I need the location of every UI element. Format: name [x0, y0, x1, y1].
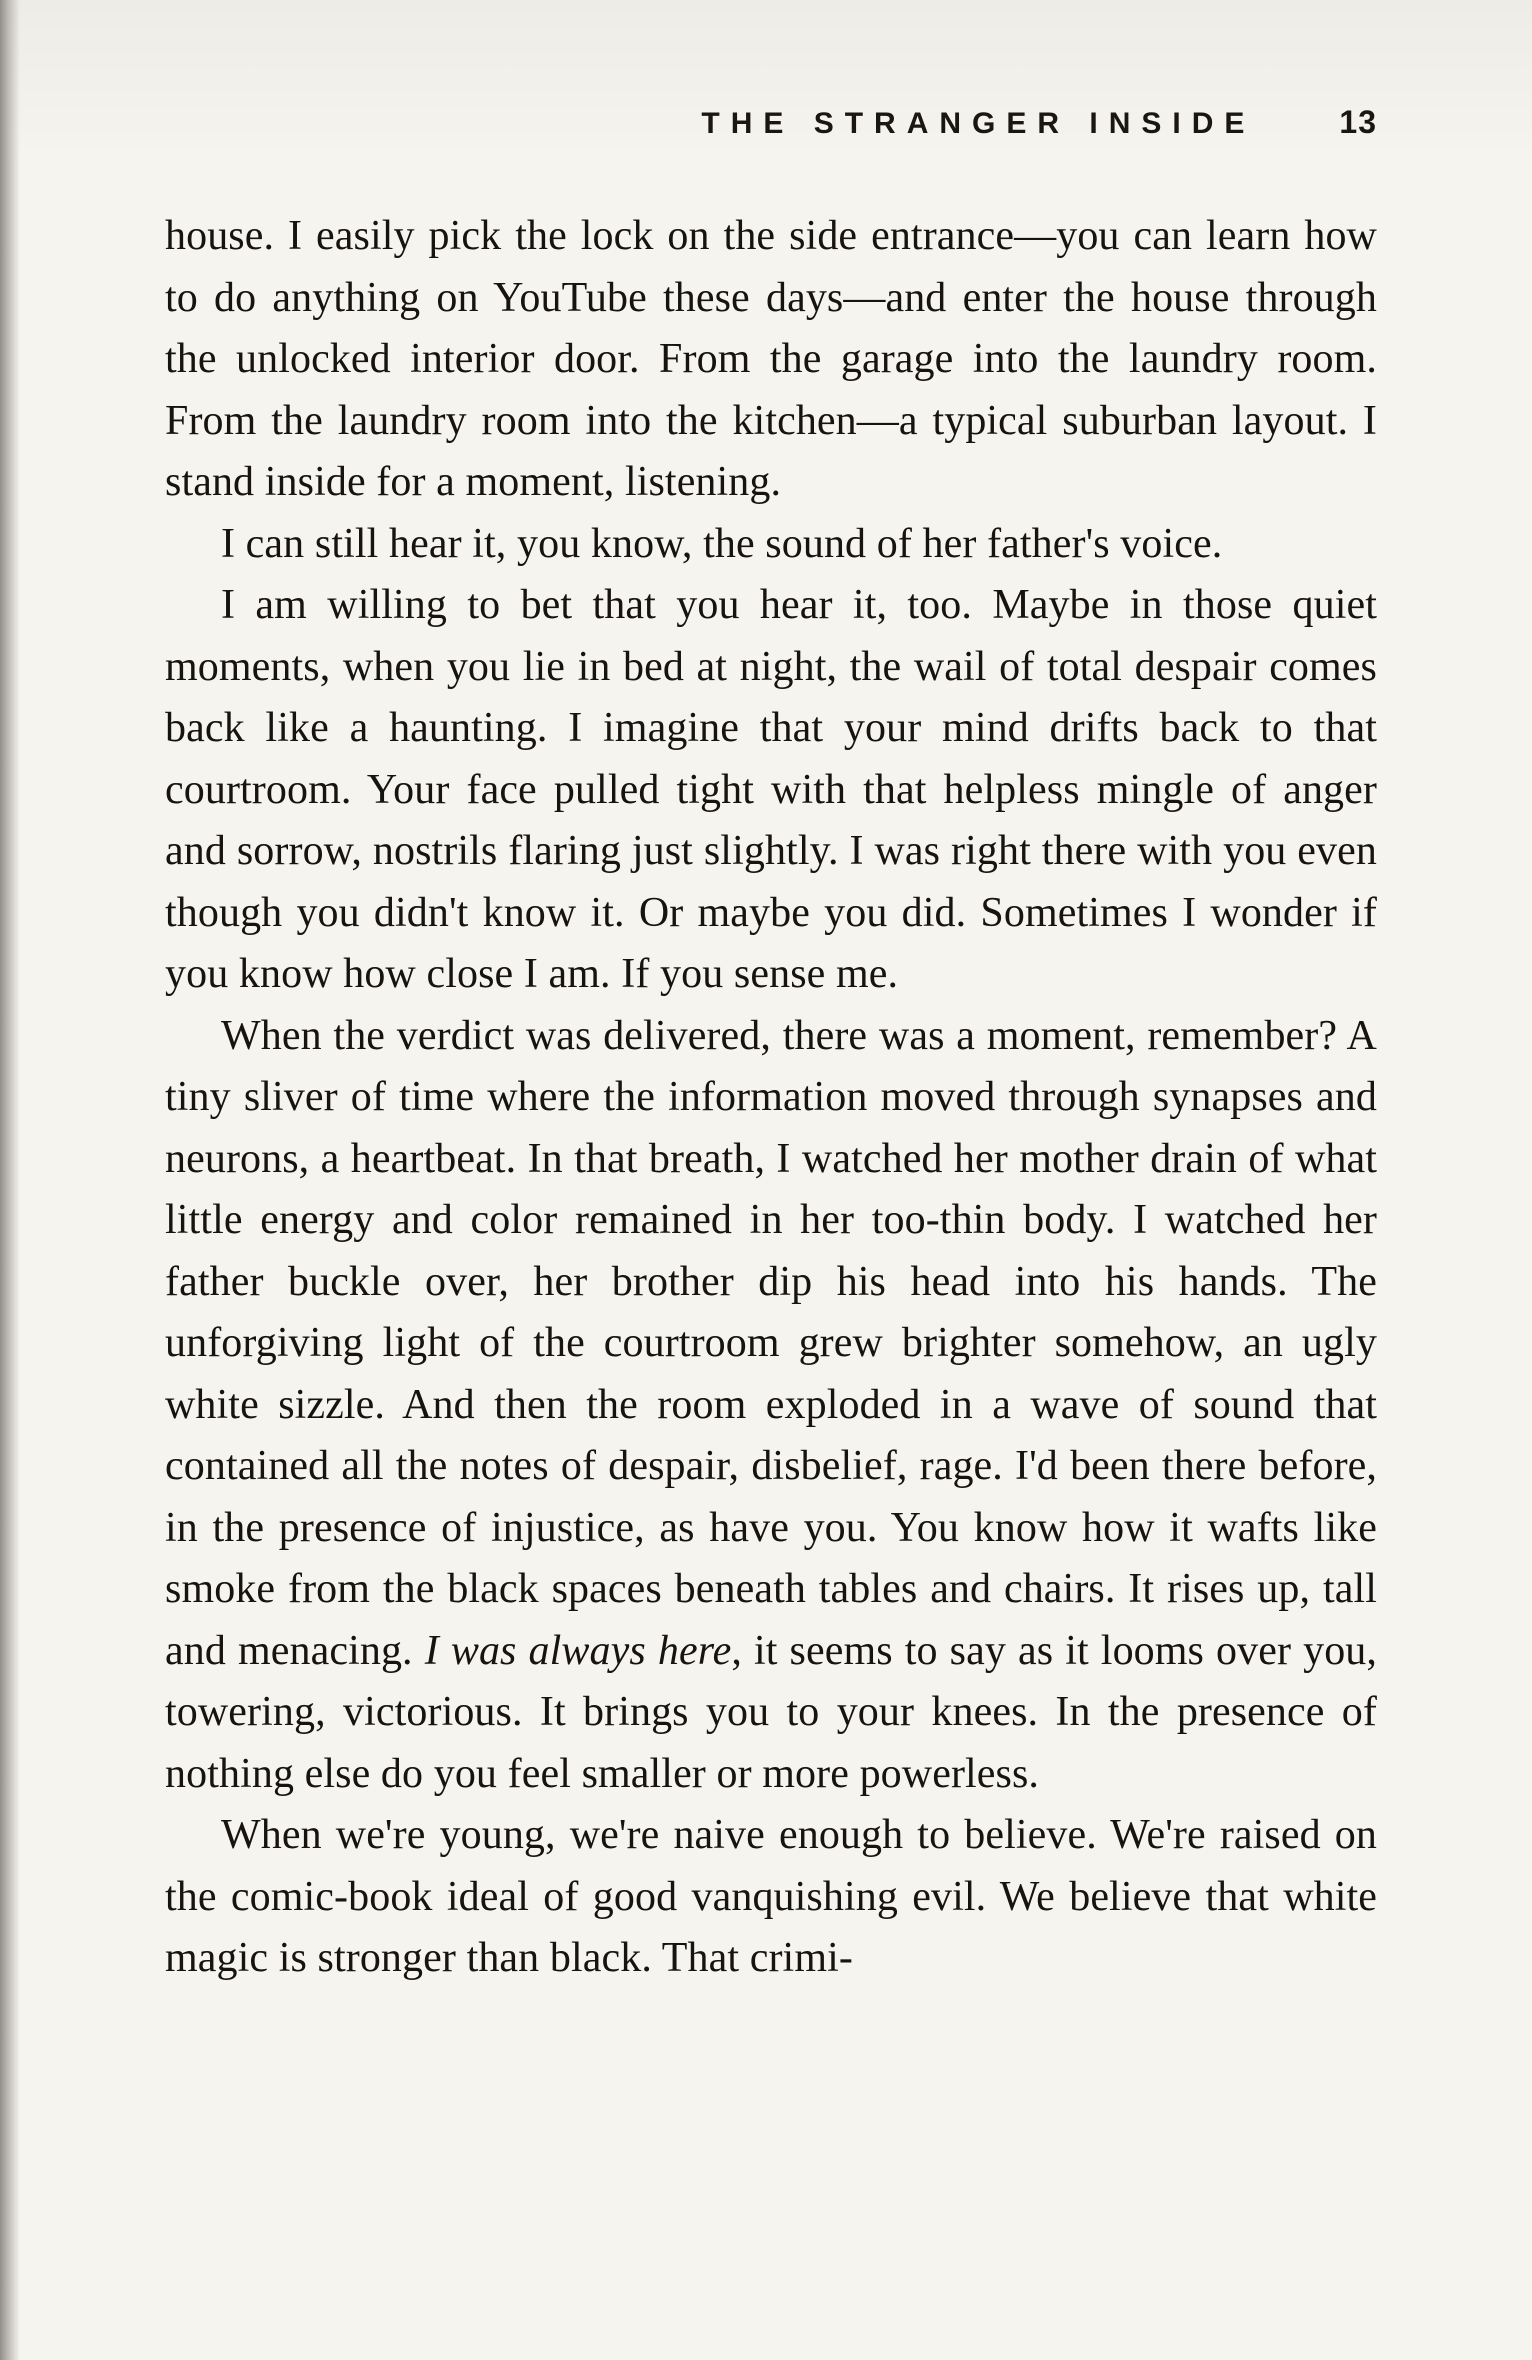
paragraph [165, 514, 1377, 576]
page-number: 13 [1339, 104, 1377, 140]
page-body [165, 206, 1377, 1990]
paragraph [165, 575, 1377, 1006]
page-left-edge [0, 0, 20, 2360]
text-segment: I can still hear it, you know, the sound of her father's voice. [221, 520, 1223, 567]
text-segment: When we're young, we're naive enough to believe. We're raised on the comic-book ideal of good vanquishing evil. We believe that white magic is stronger than black. That crimi- [165, 1812, 1377, 1981]
running-head [165, 104, 1377, 141]
paragraph [165, 1006, 1377, 1806]
text-segment: , it seems to say as it looms over you, towering, victorious. It brings you to your knees. In the presence of nothing else do you feel smaller or more powerless. [165, 1627, 1377, 1797]
text-segment: house. I easily pick the lock on the side entrance—you can learn how to do anything on YouTube these days—and enter the house through the unlocked interior door. From the garage into the laundry room. From the laundry room into the kitchen—a typical suburban layout. I stand inside for a moment, listening. [165, 213, 1377, 505]
running-head-title: THE STRANGER INSIDE [701, 107, 1256, 140]
text-segment: I am willing to bet that you hear it, too. Maybe in those quiet moments, when you lie in bed at night, the wail of total despair comes back like a haunting. I imagine that your mind drifts back to that courtroom. Your face pulled tight with that helpless mingle of anger and sorrow, nostrils flaring just slightly. I was right there with you even though you didn't know it. Or maybe you did. Sometimes I wonder if you know how close I am. If you sense me. [165, 582, 1377, 997]
italic-text-segment: I was always here [424, 1627, 732, 1674]
paragraph [165, 206, 1377, 514]
paragraph [165, 1805, 1377, 1990]
text-segment: When the verdict was delivered, there was a moment, remember? A tiny sliver of time where the information moved through synapses and neurons, a heartbeat. In that breath, I watched her mother drain of what little energy and color remained in her too-thin body. I watched her father buckle over, her brother dip his head into his hands. The unforgiving light of the courtroom grew brighter somehow, an ugly white sizzle. And then the room exploded in a wave of sound that contained all the notes of despair, disbelief, rage. I'd been there before, in the presence of injustice, as have you. You know how it wafts like smoke from the black spaces beneath tables and chairs. It rises up, tall and menacing. [165, 1012, 1377, 1674]
